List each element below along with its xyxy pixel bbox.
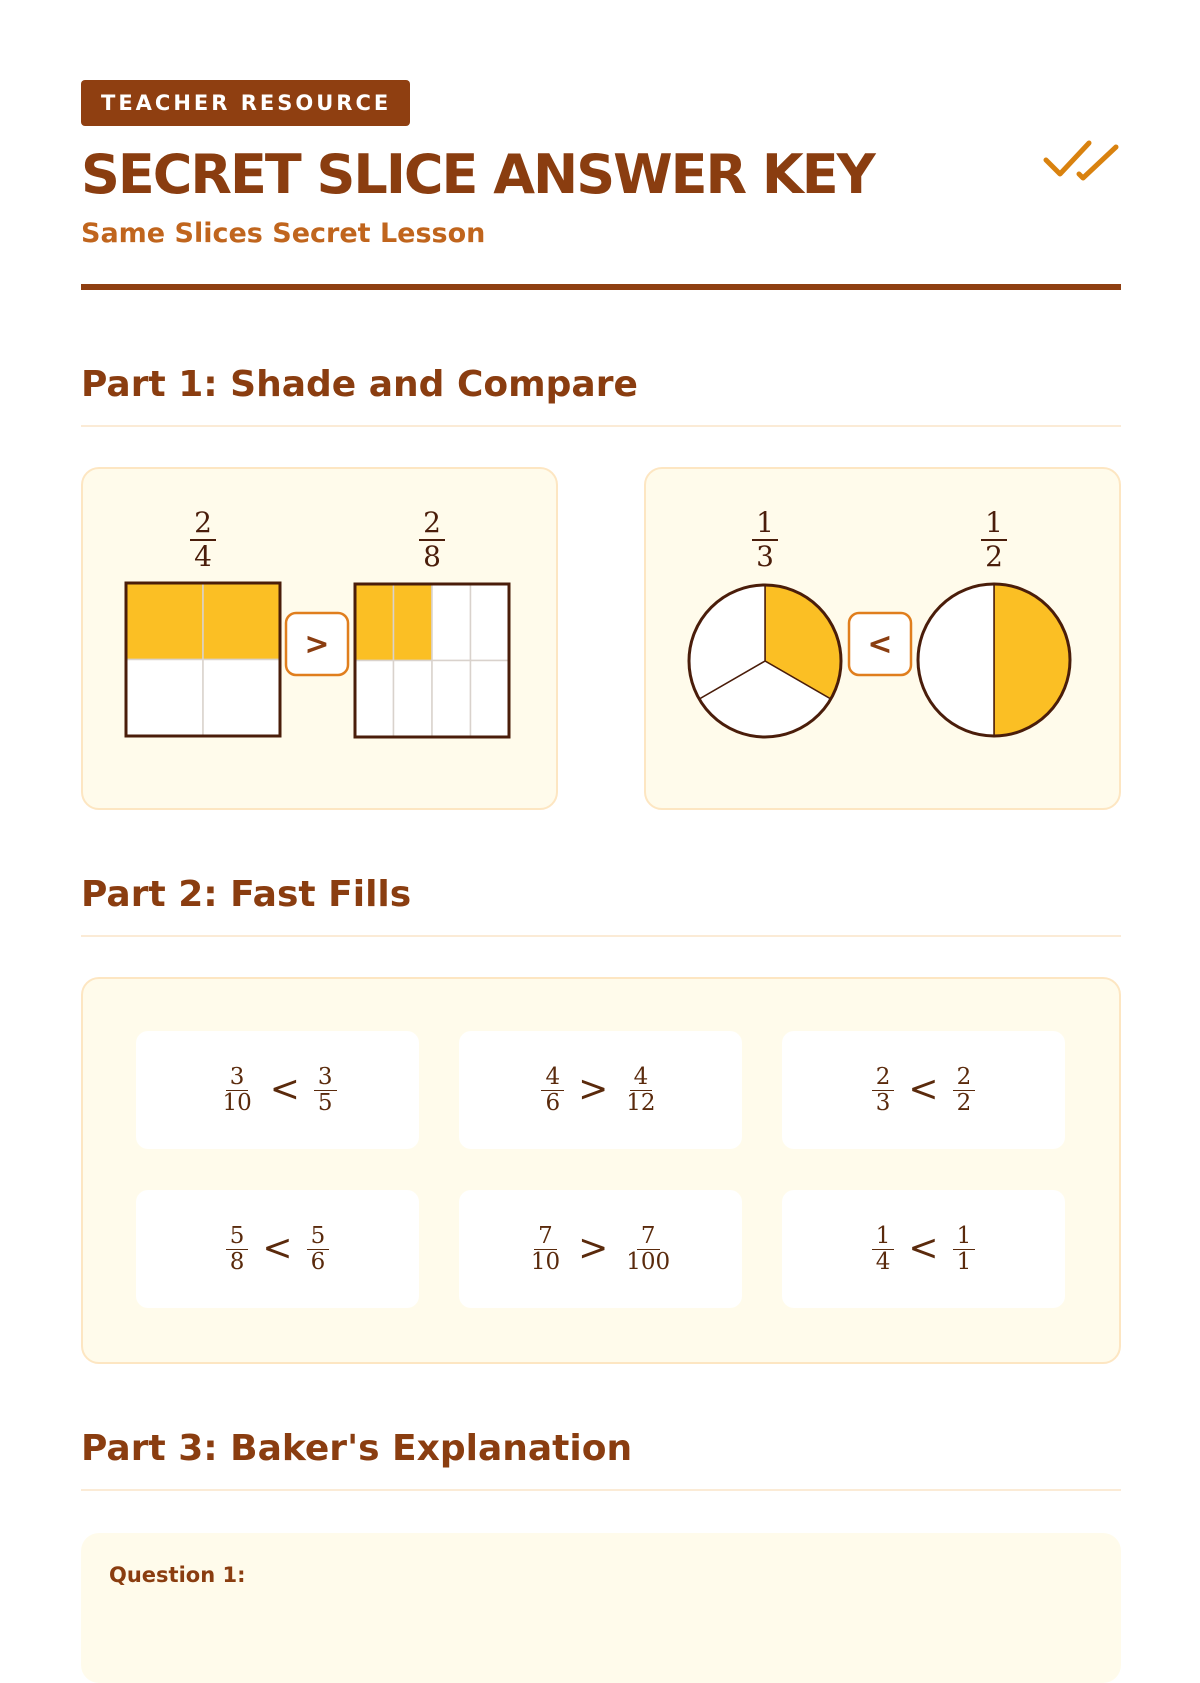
- fraction-numerator: 3: [226, 1065, 249, 1091]
- circle-comparison-figure: [646, 469, 1123, 812]
- comparison-operator: >: [578, 1069, 609, 1110]
- fraction: [226, 1224, 249, 1275]
- rectangle-comparison-figure: [83, 469, 560, 812]
- comparison-operator: <: [262, 1228, 293, 1269]
- fast-fill-item: [136, 1190, 419, 1308]
- comparison-card-rectangles: [81, 467, 558, 810]
- teacher-resource-badge: TEACHER RESOURCE: [81, 80, 410, 126]
- fraction-numerator: 1: [872, 1224, 895, 1250]
- header-divider: [81, 284, 1121, 290]
- pie-slice: [994, 584, 1070, 736]
- fraction-denominator: 3: [875, 1089, 891, 1116]
- title-row: [81, 140, 1121, 210]
- left-fraction-numerator: 2: [194, 506, 212, 539]
- fast-fill-item: [459, 1190, 742, 1308]
- left-fraction: [190, 506, 216, 573]
- fraction-denominator: 8: [229, 1248, 245, 1275]
- fraction: [218, 1065, 255, 1116]
- fraction-denominator: 12: [626, 1089, 656, 1116]
- fraction-numerator: 1: [953, 1224, 976, 1250]
- left-circle-model: [689, 585, 841, 737]
- right-circle-model: [918, 584, 1070, 736]
- fraction-numerator: 5: [307, 1224, 330, 1250]
- comparison-operator: <: [908, 1069, 939, 1110]
- fraction: [622, 1065, 659, 1116]
- fraction: [307, 1224, 330, 1275]
- question-label: Question 1:: [109, 1563, 246, 1587]
- fraction: [622, 1224, 674, 1275]
- grid-cell: [203, 583, 280, 660]
- comparison-operator: >: [578, 1228, 609, 1269]
- fraction-denominator: 10: [222, 1089, 252, 1116]
- grid-cell: [126, 660, 203, 737]
- right-fraction-denominator: 8: [423, 540, 441, 573]
- fraction: [541, 1065, 564, 1116]
- grid-cell: [471, 584, 510, 661]
- fraction-numerator: 5: [226, 1224, 249, 1250]
- fast-fill-item: [782, 1031, 1065, 1149]
- fraction-denominator: 6: [545, 1089, 561, 1116]
- fraction-numerator: 2: [872, 1065, 895, 1091]
- fraction-denominator: 2: [956, 1089, 972, 1116]
- fraction-numerator: 7: [534, 1224, 557, 1250]
- comparison-symbol-text: <: [867, 627, 893, 662]
- double-check-icon: [1043, 134, 1121, 190]
- left-area-model: [126, 583, 280, 736]
- fast-fills-panel: [81, 977, 1121, 1364]
- part3-title: Part 3: Baker's Explanation: [81, 1424, 1121, 1491]
- right-area-model: [355, 584, 509, 737]
- fraction: [953, 1224, 976, 1275]
- right-fraction-numerator: 2: [423, 506, 441, 539]
- fast-fill-item: [136, 1031, 419, 1149]
- grid-cell: [471, 661, 510, 738]
- part2-title: Part 2: Fast Fills: [81, 870, 1121, 937]
- right-fraction-numerator: 1: [985, 506, 1003, 539]
- comparison-symbol-text: >: [304, 627, 330, 662]
- fraction-denominator: 100: [626, 1248, 671, 1275]
- fast-fill-item: [782, 1190, 1065, 1308]
- fraction-numerator: 4: [541, 1065, 564, 1091]
- right-fraction: [981, 506, 1007, 573]
- grid-cell: [432, 661, 471, 738]
- right-fraction-denominator: 2: [985, 540, 1003, 573]
- fraction: [527, 1224, 564, 1275]
- fraction-denominator: 10: [530, 1248, 561, 1275]
- fraction-numerator: 3: [314, 1065, 337, 1091]
- answer-key-page: [81, 80, 1121, 1683]
- grid-cell: [203, 660, 280, 737]
- page-subtitle: Same Slices Secret Lesson: [81, 218, 486, 249]
- fraction-denominator: 1: [956, 1248, 972, 1275]
- page-title: SECRET SLICE ANSWER KEY: [81, 143, 874, 206]
- fraction-denominator: 6: [310, 1248, 326, 1275]
- fraction-numerator: 7: [637, 1224, 660, 1250]
- grid-cell: [394, 584, 433, 661]
- pie-slice: [918, 584, 994, 736]
- grid-cell: [394, 661, 433, 738]
- comparison-operator: <: [908, 1228, 939, 1269]
- shade-compare-cards: [81, 467, 1121, 810]
- fraction: [953, 1065, 976, 1116]
- left-fraction: [752, 506, 778, 573]
- fraction: [872, 1065, 895, 1116]
- comparison-symbol: [849, 613, 911, 675]
- left-fraction-denominator: 4: [194, 540, 212, 573]
- fraction: [314, 1065, 337, 1116]
- fraction-numerator: 4: [630, 1065, 653, 1091]
- comparison-operator: <: [269, 1069, 300, 1110]
- part1-title: Part 1: Shade and Compare: [81, 360, 1121, 427]
- grid-cell: [126, 583, 203, 660]
- left-fraction-numerator: 1: [756, 506, 774, 539]
- grid-cell: [355, 661, 394, 738]
- grid-cell: [355, 584, 394, 661]
- fraction-denominator: 4: [875, 1248, 891, 1275]
- explanation-panel: [81, 1533, 1121, 1683]
- fast-fill-item: [459, 1031, 742, 1149]
- fraction: [872, 1224, 895, 1275]
- fraction-denominator: 5: [317, 1089, 333, 1116]
- right-fraction: [419, 506, 445, 573]
- left-fraction-denominator: 3: [756, 540, 774, 573]
- fraction-numerator: 2: [953, 1065, 976, 1091]
- comparison-symbol: [286, 613, 348, 675]
- comparison-card-circles: [644, 467, 1121, 810]
- grid-cell: [432, 584, 471, 661]
